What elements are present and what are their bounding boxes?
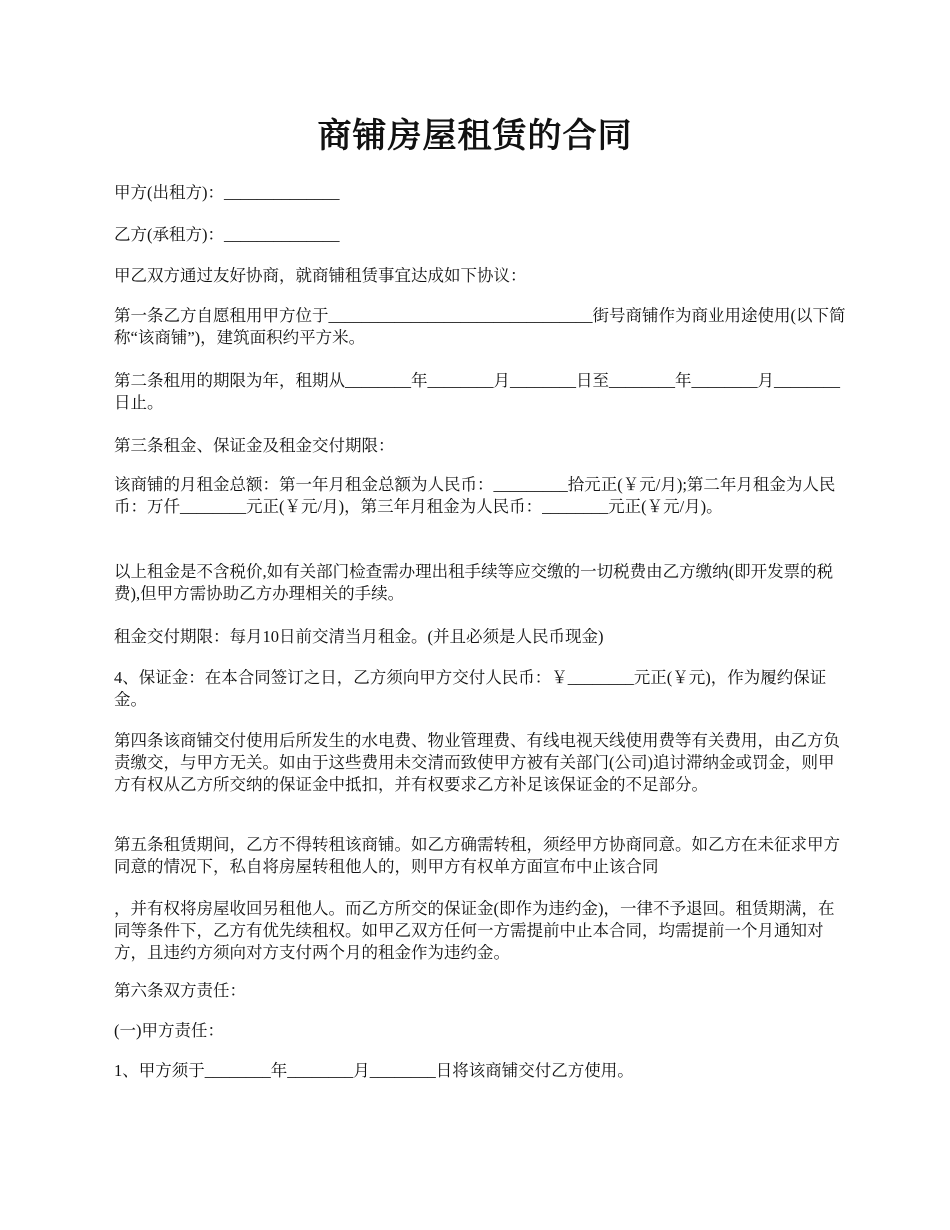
- clause-2: 第二条租用的期限为年，租期从________年________月________日至________年________月________日止。: [114, 371, 840, 412]
- party-a-duties-heading: (一)甲方责任：: [114, 1021, 224, 1040]
- party-a-line: 甲方(出租方)：______________: [114, 183, 340, 202]
- deposit-paragraph: 4、保证金：在本合同签订之日，乙方须向甲方交付人民币：￥________元正(￥元)，作为履约保证金。: [114, 668, 827, 709]
- clause-5: 第五条租赁期间，乙方不得转租该商铺。如乙方确需转租，须经甲方协商同意。如乙方在未征求甲方同意的情况下，私自将房屋转租他人的，则甲方有权单方面宣布中止该合同: [114, 835, 840, 876]
- clause-5-continued: ，并有权将房屋收回另租他人。而乙方所交的保证金(即作为违约金)，一律不予退回。租赁期满，在同等条件下，乙方有优先续租权。如甲乙双方任何一方需提前中止本合同，均需提前一个月通知对方，且违约方须向对方支付两个月的租金作为违约金。: [114, 899, 835, 962]
- agreement-intro: 甲乙双方通过友好协商，就商铺租赁事宜达成如下协议：: [114, 266, 527, 285]
- clause-4: 第四条该商铺交付使用后所发生的水电费、物业管理费、有线电视天线使用费等有关费用，由乙方负责缴交，与甲方无关。如由于这些费用未交清而致使甲方被有关部门(公司)追讨滞纳金或罚金，则甲方有权从乙方所交纳的保证金中抵扣，并有权要求乙方补足该保证金的不足部分。: [114, 731, 840, 794]
- party-b-line: 乙方(承租方)：______________: [114, 225, 340, 244]
- rent-amount-paragraph: 该商铺的月租金总额：第一年月租金总额为人民币：_________拾元正(￥元/月);第二年月租金为人民币：万仟________元正(￥元/月)，第三年月租金为人民币：________元正(￥元/月)。: [114, 475, 836, 516]
- clause-3-heading: 第三条租金、保证金及租金交付期限：: [114, 436, 395, 455]
- payment-deadline-paragraph: 租金交付期限：每月10日前交清当月租金。(并且必须是人民币现金): [114, 627, 604, 646]
- document-title: 商铺房屋租赁的合同: [317, 116, 633, 156]
- clause-6-heading: 第六条双方责任：: [114, 981, 246, 1000]
- party-a-duty-1: 1、甲方须于________年________月________日将该商铺交付乙方使用。: [114, 1061, 634, 1080]
- tax-paragraph: 以上租金是不含税价,如有关部门检查需办理出租手续等应交缴的一切税费由乙方缴纳(即开发票的税费),但甲方需协助乙方办理相关的手续。: [114, 562, 834, 603]
- clause-1: 第一条乙方自愿租用甲方位于________________________________街号商铺作为商业用途使用(以下简称“该商铺”)，建筑面积约平方米。: [114, 306, 846, 347]
